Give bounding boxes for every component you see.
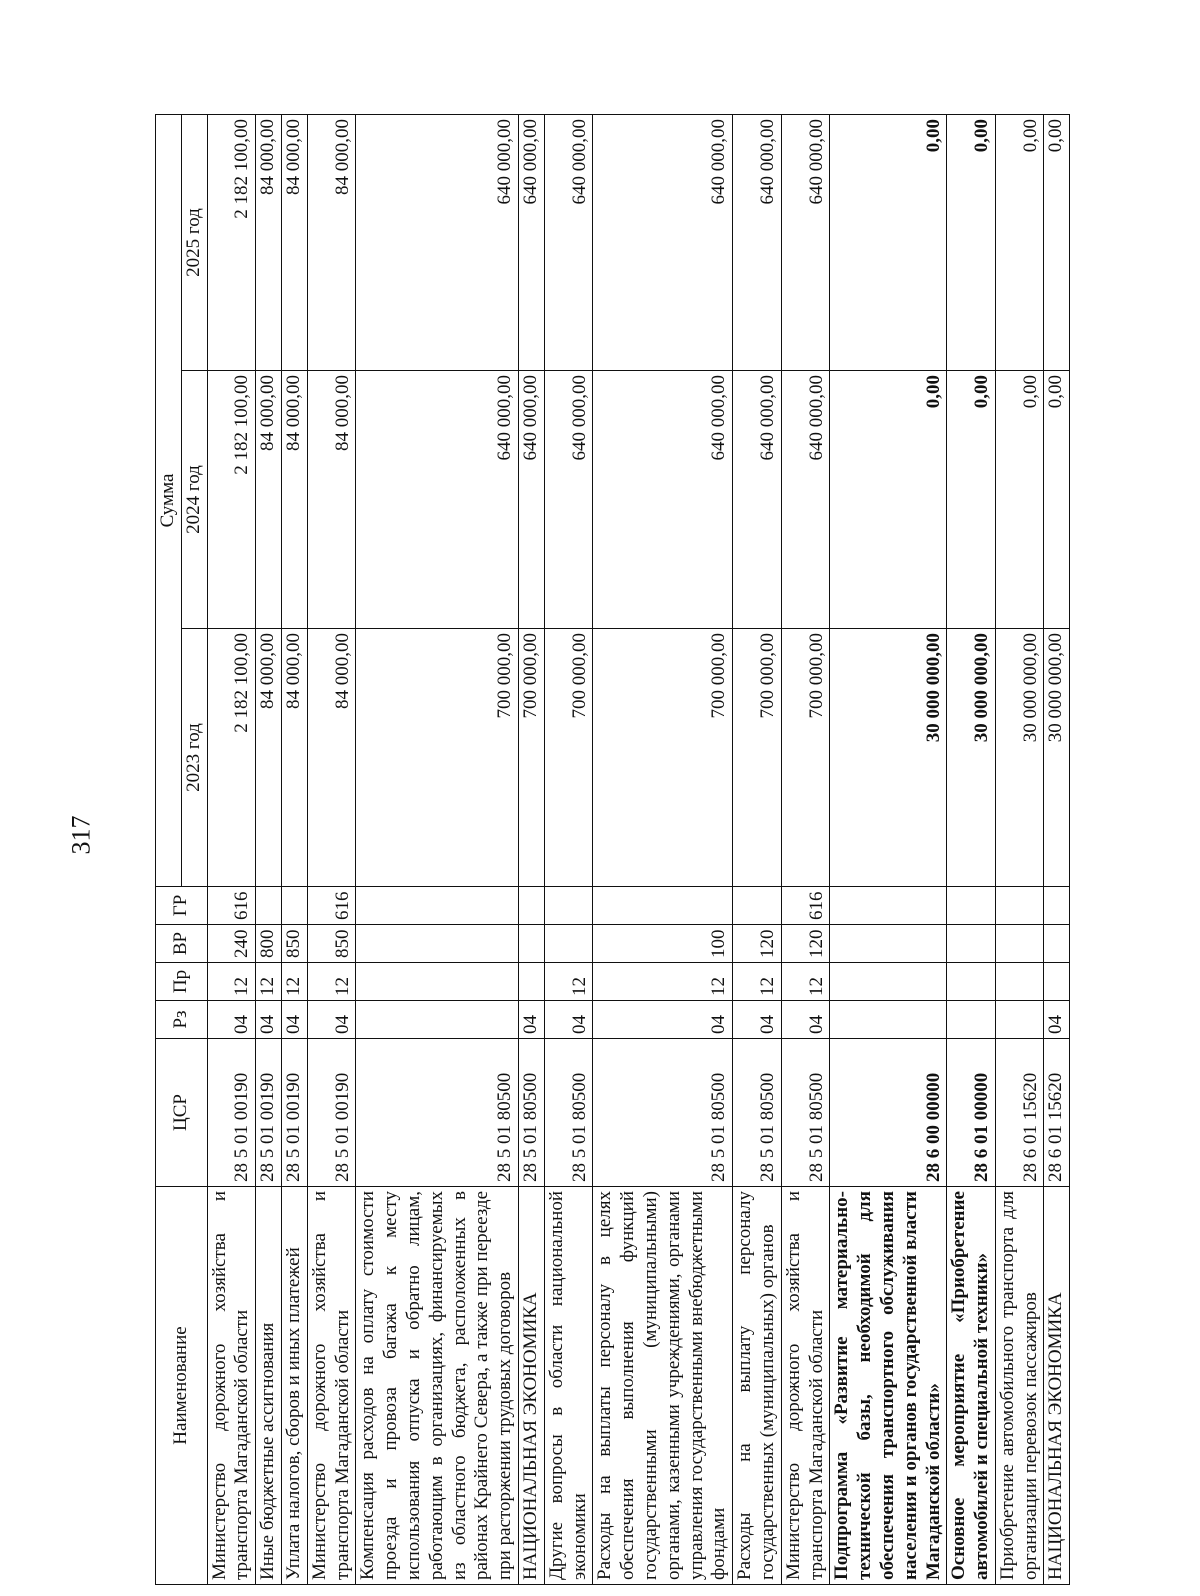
cell-pr bbox=[947, 963, 996, 1001]
cell-vr: 850 bbox=[307, 925, 356, 963]
cell-vr bbox=[356, 925, 519, 963]
cell-name: НАЦИОНАЛЬНАЯ ЭКОНОМИКА bbox=[518, 1187, 544, 1585]
table-row bbox=[830, 115, 947, 1585]
cell-rz: 04 bbox=[256, 1001, 282, 1039]
cell-csr: 28 6 00 00000 bbox=[830, 1039, 947, 1187]
header-rz: Рз bbox=[156, 1001, 208, 1039]
cell-2023: 30 000 000,00 bbox=[1044, 629, 1070, 887]
cell-2024: 640 000,00 bbox=[544, 371, 593, 629]
cell-2025: 640 000,00 bbox=[781, 115, 830, 371]
cell-rz: 04 bbox=[733, 1001, 782, 1039]
cell-vr: 800 bbox=[256, 925, 282, 963]
cell-csr: 28 5 01 00190 bbox=[307, 1039, 356, 1187]
cell-rz: 04 bbox=[544, 1001, 593, 1039]
cell-vr bbox=[518, 925, 544, 963]
cell-2024: 0,00 bbox=[947, 371, 996, 629]
table-row bbox=[256, 115, 282, 1585]
cell-csr: 28 5 01 80500 bbox=[781, 1039, 830, 1187]
table-row bbox=[207, 115, 256, 1585]
cell-gr: 616 bbox=[781, 887, 830, 925]
cell-gr: 616 bbox=[307, 887, 356, 925]
cell-vr bbox=[830, 925, 947, 963]
cell-pr bbox=[518, 963, 544, 1001]
cell-name: НАЦИОНАЛЬНАЯ ЭКОНОМИКА bbox=[1044, 1187, 1070, 1585]
table-row bbox=[356, 115, 519, 1585]
cell-gr bbox=[733, 887, 782, 925]
table-row bbox=[544, 115, 593, 1585]
header-vr: ВР bbox=[156, 925, 208, 963]
cell-pr bbox=[830, 963, 947, 1001]
header-sum: Сумма bbox=[156, 115, 182, 887]
cell-2023: 84 000,00 bbox=[307, 629, 356, 887]
cell-2025: 640 000,00 bbox=[593, 115, 733, 371]
rotated-page-content bbox=[155, 115, 1105, 1585]
cell-gr bbox=[544, 887, 593, 925]
cell-csr: 28 5 01 80500 bbox=[733, 1039, 782, 1187]
cell-2025: 0,00 bbox=[947, 115, 996, 371]
cell-2024: 84 000,00 bbox=[256, 371, 282, 629]
cell-rz bbox=[995, 1001, 1044, 1039]
table-body bbox=[207, 115, 1070, 1585]
cell-rz: 04 bbox=[307, 1001, 356, 1039]
cell-2023: 30 000 000,00 bbox=[947, 629, 996, 887]
cell-pr: 12 bbox=[256, 963, 282, 1001]
header-2024: 2024 год bbox=[181, 371, 207, 629]
cell-2024: 0,00 bbox=[1044, 371, 1070, 629]
cell-name: Приобретение автомобильного транспорта для организации перевозок пассажиров bbox=[995, 1187, 1044, 1585]
table-row bbox=[281, 115, 307, 1585]
cell-rz: 04 bbox=[1044, 1001, 1070, 1039]
cell-2025: 84 000,00 bbox=[307, 115, 356, 371]
cell-vr bbox=[544, 925, 593, 963]
cell-2023: 30 000 000,00 bbox=[995, 629, 1044, 887]
cell-2024: 2 182 100,00 bbox=[207, 371, 256, 629]
cell-pr: 12 bbox=[544, 963, 593, 1001]
cell-2024: 84 000,00 bbox=[307, 371, 356, 629]
cell-gr bbox=[830, 887, 947, 925]
cell-2024: 640 000,00 bbox=[356, 371, 519, 629]
cell-rz bbox=[356, 1001, 519, 1039]
table-row bbox=[733, 115, 782, 1585]
cell-2025: 0,00 bbox=[1044, 115, 1070, 371]
cell-2025: 640 000,00 bbox=[356, 115, 519, 371]
cell-vr: 120 bbox=[781, 925, 830, 963]
cell-2025: 640 000,00 bbox=[518, 115, 544, 371]
cell-vr: 100 bbox=[593, 925, 733, 963]
header-gr: ГР bbox=[156, 887, 208, 925]
cell-2024: 84 000,00 bbox=[281, 371, 307, 629]
table-row bbox=[995, 115, 1044, 1585]
header-row-top bbox=[156, 115, 182, 1585]
cell-2023: 84 000,00 bbox=[256, 629, 282, 887]
cell-name: Компенсация расходов на оплату стоимости проезда и провоза багажа к месту использования отпуска и обратно лицам, работающим в организациях, финансируемых из областного бюджета, расположенных в районах Крайнего Севера, а также при переезде при расторжении трудовых договоров bbox=[356, 1187, 519, 1585]
header-2023: 2023 год bbox=[181, 629, 207, 887]
cell-pr: 12 bbox=[207, 963, 256, 1001]
cell-vr: 120 bbox=[733, 925, 782, 963]
cell-2023: 700 000,00 bbox=[733, 629, 782, 887]
cell-2023: 700 000,00 bbox=[518, 629, 544, 887]
cell-vr bbox=[995, 925, 1044, 963]
cell-csr: 28 5 01 00190 bbox=[207, 1039, 256, 1187]
cell-csr: 28 6 01 15620 bbox=[995, 1039, 1044, 1187]
cell-name: Подпрограмма «Развитие материально-технической базы, необходимой для обеспечения транспортного обслуживания населения и органов государственной власти Магаданской области» bbox=[830, 1187, 947, 1585]
cell-gr bbox=[518, 887, 544, 925]
cell-pr: 12 bbox=[593, 963, 733, 1001]
table-row bbox=[518, 115, 544, 1585]
cell-pr: 12 bbox=[281, 963, 307, 1001]
cell-gr bbox=[281, 887, 307, 925]
table-row bbox=[947, 115, 996, 1585]
cell-name: Иные бюджетные ассигнования bbox=[256, 1187, 282, 1585]
cell-2024: 640 000,00 bbox=[781, 371, 830, 629]
cell-gr bbox=[593, 887, 733, 925]
cell-2024: 640 000,00 bbox=[518, 371, 544, 629]
table-row bbox=[781, 115, 830, 1585]
cell-csr: 28 5 01 80500 bbox=[544, 1039, 593, 1187]
cell-2024: 640 000,00 bbox=[593, 371, 733, 629]
cell-2025: 84 000,00 bbox=[281, 115, 307, 371]
cell-2023: 2 182 100,00 bbox=[207, 629, 256, 887]
table-row bbox=[593, 115, 733, 1585]
cell-gr: 616 bbox=[207, 887, 256, 925]
cell-name: Уплата налогов, сборов и иных платежей bbox=[281, 1187, 307, 1585]
cell-2025: 640 000,00 bbox=[733, 115, 782, 371]
page-number: 317 bbox=[66, 815, 96, 855]
table-row bbox=[307, 115, 356, 1585]
cell-csr: 28 5 01 80500 bbox=[356, 1039, 519, 1187]
cell-name: Министерство дорожного хозяйства и транспорта Магаданской области bbox=[207, 1187, 256, 1585]
cell-csr: 28 5 01 80500 bbox=[518, 1039, 544, 1187]
cell-rz: 04 bbox=[207, 1001, 256, 1039]
table-row bbox=[1044, 115, 1070, 1585]
cell-pr bbox=[995, 963, 1044, 1001]
cell-name: Расходы на выплату персоналу государственных (муниципальных) органов bbox=[733, 1187, 782, 1585]
cell-2025: 84 000,00 bbox=[256, 115, 282, 371]
header-2025: 2025 год bbox=[181, 115, 207, 371]
cell-2025: 0,00 bbox=[995, 115, 1044, 371]
cell-2024: 0,00 bbox=[830, 371, 947, 629]
cell-2023: 30 000 000,00 bbox=[830, 629, 947, 887]
cell-csr: 28 5 01 80500 bbox=[593, 1039, 733, 1187]
cell-name: Основное мероприятие «Приобретение автомобилей и специальной техники» bbox=[947, 1187, 996, 1585]
cell-vr bbox=[1044, 925, 1070, 963]
header-name: Наименование bbox=[156, 1187, 208, 1585]
cell-pr: 12 bbox=[781, 963, 830, 1001]
cell-rz bbox=[830, 1001, 947, 1039]
cell-2023: 700 000,00 bbox=[356, 629, 519, 887]
cell-name: Другие вопросы в области национальной экономики bbox=[544, 1187, 593, 1585]
cell-csr: 28 6 01 15620 bbox=[1044, 1039, 1070, 1187]
cell-2025: 0,00 bbox=[830, 115, 947, 371]
header-csr: ЦСР bbox=[156, 1039, 208, 1187]
budget-table bbox=[155, 114, 1070, 1585]
cell-2024: 640 000,00 bbox=[733, 371, 782, 629]
cell-pr: 12 bbox=[733, 963, 782, 1001]
cell-2025: 2 182 100,00 bbox=[207, 115, 256, 371]
cell-pr bbox=[356, 963, 519, 1001]
cell-2023: 700 000,00 bbox=[593, 629, 733, 887]
cell-2023: 84 000,00 bbox=[281, 629, 307, 887]
cell-gr bbox=[356, 887, 519, 925]
cell-csr: 28 5 01 00190 bbox=[256, 1039, 282, 1187]
cell-2023: 700 000,00 bbox=[781, 629, 830, 887]
cell-gr bbox=[995, 887, 1044, 925]
cell-gr bbox=[947, 887, 996, 925]
cell-rz: 04 bbox=[518, 1001, 544, 1039]
cell-2023: 700 000,00 bbox=[544, 629, 593, 887]
cell-2024: 0,00 bbox=[995, 371, 1044, 629]
cell-gr bbox=[1044, 887, 1070, 925]
cell-csr: 28 6 01 00000 bbox=[947, 1039, 996, 1187]
cell-pr: 12 bbox=[307, 963, 356, 1001]
cell-name: Расходы на выплаты персоналу в целях обеспечения выполнения функций государственными (муниципальными) органами, казенными учреждениями, органами управления государственными внебюджетными фондами bbox=[593, 1187, 733, 1585]
cell-2025: 640 000,00 bbox=[544, 115, 593, 371]
cell-vr: 240 bbox=[207, 925, 256, 963]
cell-rz: 04 bbox=[281, 1001, 307, 1039]
cell-vr bbox=[947, 925, 996, 963]
header-pr: Пр bbox=[156, 963, 208, 1001]
cell-rz bbox=[947, 1001, 996, 1039]
cell-pr bbox=[1044, 963, 1070, 1001]
cell-rz: 04 bbox=[593, 1001, 733, 1039]
cell-rz: 04 bbox=[781, 1001, 830, 1039]
cell-name: Министерство дорожного хозяйства и транспорта Магаданской области bbox=[781, 1187, 830, 1585]
cell-vr: 850 bbox=[281, 925, 307, 963]
cell-name: Министерство дорожного хозяйства и транспорта Магаданской области bbox=[307, 1187, 356, 1585]
cell-gr bbox=[256, 887, 282, 925]
cell-csr: 28 5 01 00190 bbox=[281, 1039, 307, 1187]
